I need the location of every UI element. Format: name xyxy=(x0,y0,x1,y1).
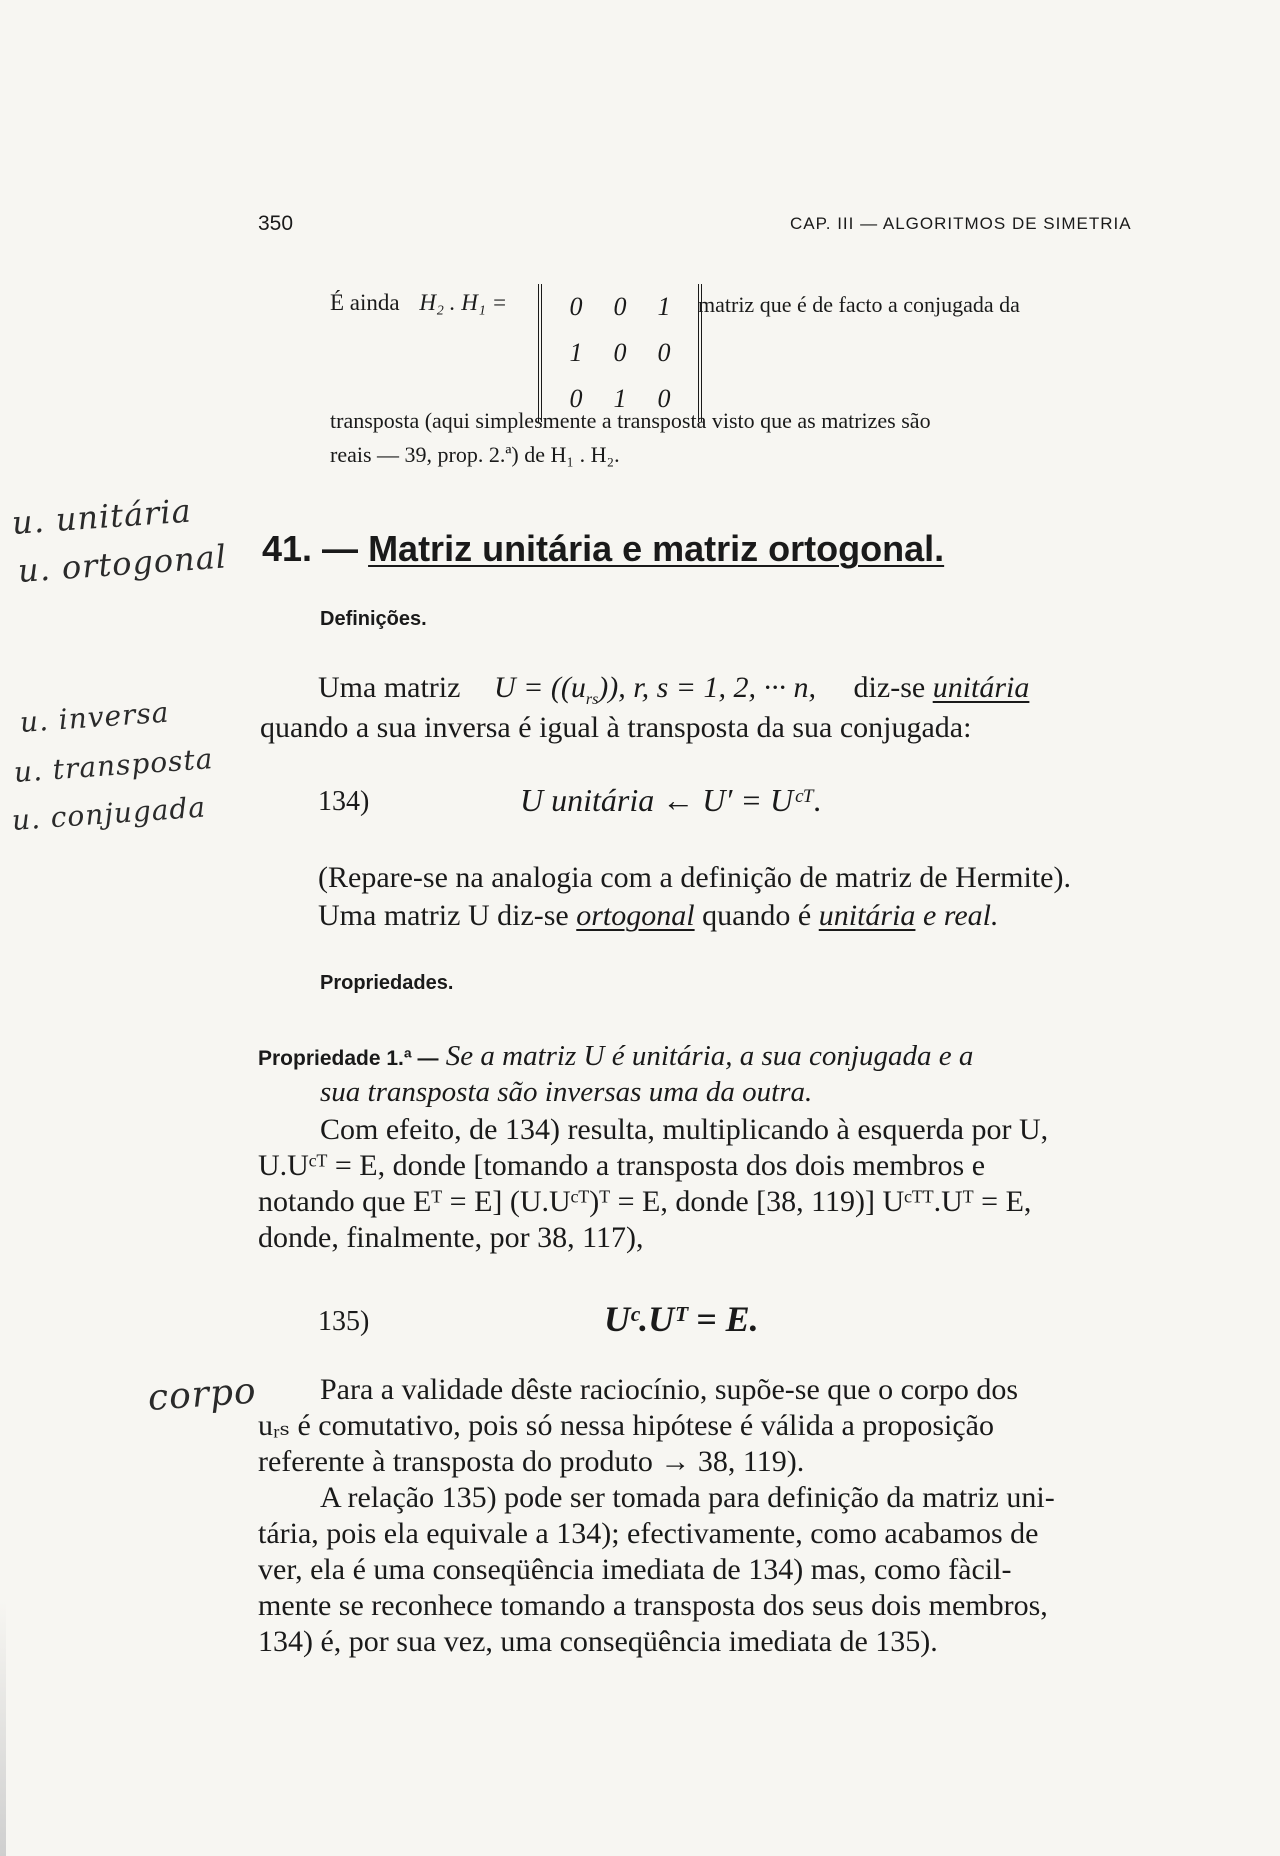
equation-134-number: 134) xyxy=(318,786,370,817)
margin-note-unitaria: u. unitária xyxy=(10,491,193,542)
definition-line2: quando a sua inversa é igual à transposta da sua conjugada: xyxy=(260,711,972,744)
proof-line: notando que Eᵀ = E] (U.Uᶜᵀ)ᵀ = E, donde [38, 119)] Uᶜᵀᵀ.Uᵀ = E, xyxy=(258,1185,1032,1218)
proof-line: donde, finalmente, por 38, 117), xyxy=(258,1221,644,1254)
margin-note-transposta: u. transposta xyxy=(12,742,215,789)
proof-block xyxy=(258,1112,1138,1256)
intro-line2: transposta (aqui simplesmente a transposta visto que as matrizes são xyxy=(330,408,931,433)
property-1-line2: sua transposta são inversas uma da outra. xyxy=(320,1076,813,1108)
closing-line: uᵣₛ é comutativo, pois só nessa hipótese é válida a proposição xyxy=(258,1409,994,1442)
margin-note-conjugada: u. conjugada xyxy=(10,790,208,837)
intro-lead: É ainda H₂ . H₁ = xyxy=(330,290,508,315)
margin-note-inversa: u. inversa xyxy=(18,695,171,739)
definitions-heading: Definições. xyxy=(320,608,427,630)
definition-orthogonal: Uma matriz U diz-se ortogonal quando é unitária e real. xyxy=(318,899,999,932)
matrix-h2h1: 0 0 1 1 0 0 0 1 0 xyxy=(538,284,702,422)
section-title: Matriz unitária e matriz ortogonal. xyxy=(368,528,945,569)
equation-135-number: 135) xyxy=(318,1306,370,1337)
closing-line: 134) é, por sua vez, uma conseqüência imediata de 135). xyxy=(258,1625,938,1658)
section-number: 41. — xyxy=(262,528,359,569)
proof-line: Com efeito, de 134) resulta, multiplicando à esquerda por U, xyxy=(320,1113,1049,1146)
scan-edge-shadow xyxy=(0,1600,6,1856)
proof-line: U.Uᶜᵀ = E, donde [tomando a transposta dos dois membros e xyxy=(258,1149,986,1182)
property-1-line1: Propriedade 1.ª — Se a matriz U é unitária, a sua conjugada e a xyxy=(258,1040,974,1072)
closing-line: tária, pois ela equivale a 134); efectivamente, como acabamos de xyxy=(258,1517,1039,1550)
intro-line3: reais — 39, prop. 2.ª) de H₁ . H₂. xyxy=(330,442,620,467)
closing-line: A relação 135) pode ser tomada para definição da matriz uni- xyxy=(320,1481,1055,1514)
section-heading xyxy=(262,528,944,570)
running-head: CAP. III — ALGORITMOS DE SIMETRIA xyxy=(790,214,1132,233)
closing-block xyxy=(258,1372,1138,1660)
closing-line: mente se reconhece tomando a transposta dos seus dois membros, xyxy=(258,1589,1048,1622)
equation-134: U unitária ← U′ = Uᶜᵀ. xyxy=(520,782,822,818)
intro-after-matrix: matriz que é de facto a conjugada da xyxy=(698,292,1020,317)
page-number: 350 xyxy=(258,212,294,235)
closing-line: ver, ela é uma conseqüência imediata de 134) mas, como fàcil- xyxy=(258,1553,1012,1586)
remark-hermite: (Repare-se na analogia com a definição de matriz de Hermite). xyxy=(318,861,1071,894)
margin-note-ortogonal: u. ortogonal xyxy=(16,537,229,590)
definition-line1: Uma matriz $U = ((u_{rs}))$, r, s = 1, 2, ··· n, diz-se unitária xyxy=(318,671,1030,708)
margin-note-corpo: corpo xyxy=(146,1370,258,1419)
properties-heading: Propriedades. xyxy=(320,972,454,994)
equation-135: Uᶜ.Uᵀ = E. xyxy=(604,1299,759,1339)
closing-line: referente à transposta do produto → 38, 119). xyxy=(258,1445,805,1478)
closing-line: Para a validade dêste raciocínio, supõe-se que o corpo dos xyxy=(320,1373,1019,1406)
